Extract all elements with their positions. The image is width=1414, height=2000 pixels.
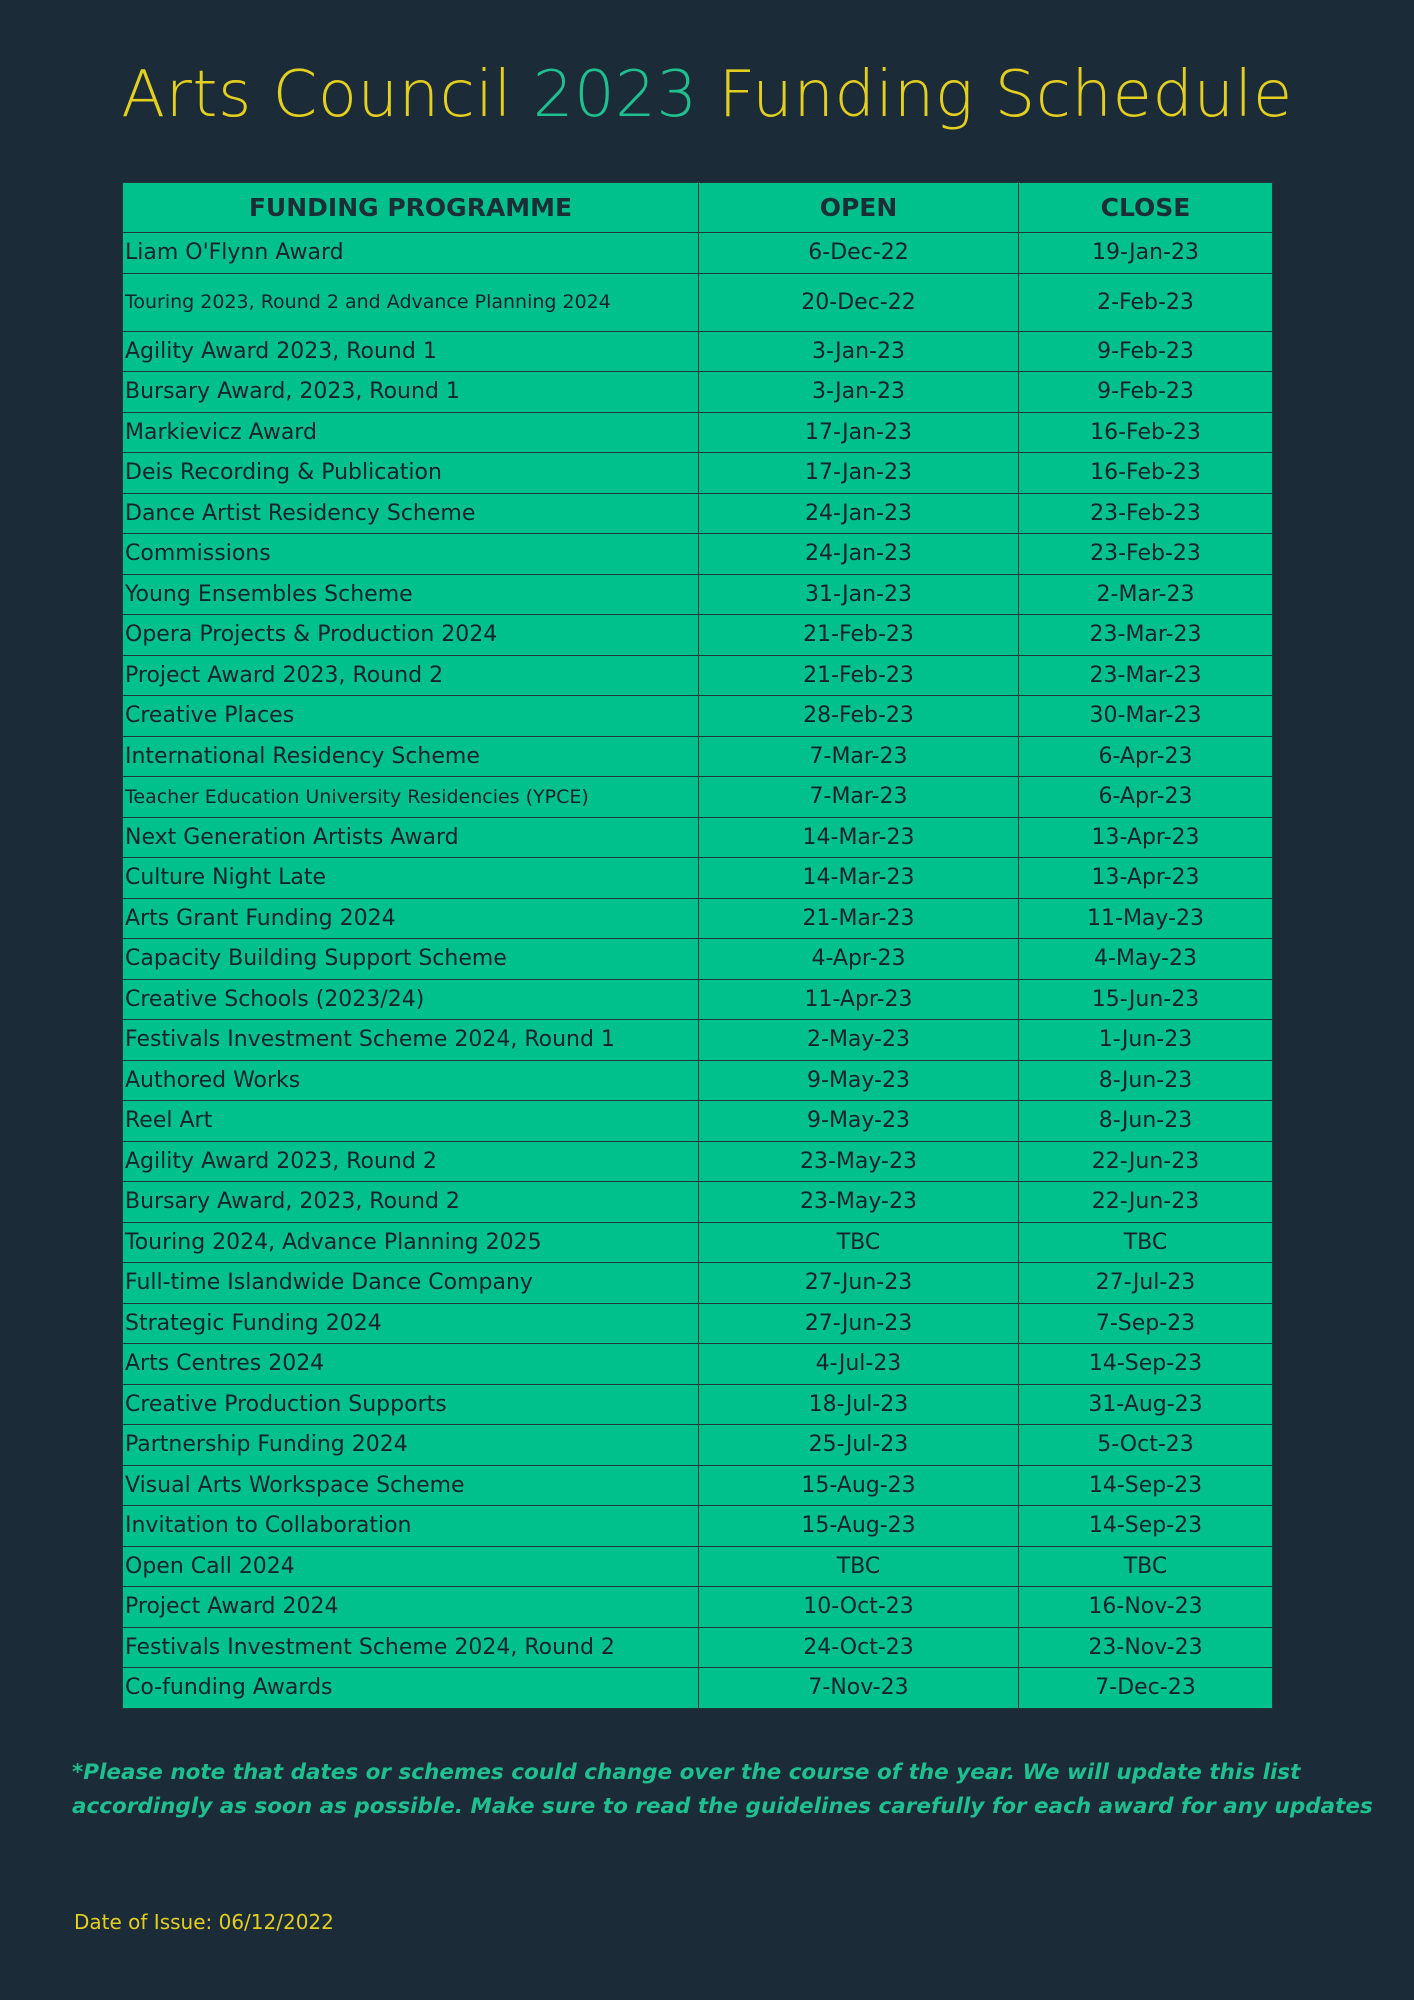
programme-cell: Reel Art (123, 1101, 699, 1142)
close-date-cell: 13-Apr-23 (1019, 817, 1273, 858)
close-date-cell: 2-Mar-23 (1019, 574, 1273, 615)
programme-cell: Festivals Investment Scheme 2024, Round 1 (123, 1020, 699, 1061)
open-date-cell: TBC (699, 1546, 1019, 1587)
table-row (123, 1546, 1273, 1587)
programme-cell: Full-time Islandwide Dance Company (123, 1263, 699, 1304)
table-row (123, 534, 1273, 575)
table-row (123, 736, 1273, 777)
programme-cell: Bursary Award, 2023, Round 1 (123, 372, 699, 413)
open-date-cell: 21-Feb-23 (699, 655, 1019, 696)
close-date-cell: 23-Feb-23 (1019, 534, 1273, 575)
table-row (123, 493, 1273, 534)
close-date-cell: TBC (1019, 1222, 1273, 1263)
programme-cell: Deis Recording & Publication (123, 453, 699, 494)
open-date-cell: 10-Oct-23 (699, 1587, 1019, 1628)
page-title (0, 52, 1414, 138)
table-row (123, 1344, 1273, 1385)
close-date-cell: 5-Oct-23 (1019, 1425, 1273, 1466)
programme-cell: Project Award 2023, Round 2 (123, 655, 699, 696)
close-date-cell: TBC (1019, 1546, 1273, 1587)
open-date-cell: 7-Mar-23 (699, 777, 1019, 818)
close-date-cell: 14-Sep-23 (1019, 1465, 1273, 1506)
close-date-cell: 22-Jun-23 (1019, 1141, 1273, 1182)
open-date-cell: 17-Jan-23 (699, 453, 1019, 494)
programme-cell: Teacher Education University Residencies (YPCE) (123, 777, 699, 818)
table-body (123, 233, 1273, 1709)
table-row (123, 1263, 1273, 1304)
table-row (123, 233, 1273, 274)
open-date-cell: 9-May-23 (699, 1101, 1019, 1142)
close-date-cell: 22-Jun-23 (1019, 1182, 1273, 1223)
close-date-cell: 14-Sep-23 (1019, 1344, 1273, 1385)
close-date-cell: 23-Feb-23 (1019, 493, 1273, 534)
header-close: CLOSE (1019, 183, 1273, 233)
table-row (123, 979, 1273, 1020)
open-date-cell: 14-Mar-23 (699, 858, 1019, 899)
open-date-cell: 9-May-23 (699, 1060, 1019, 1101)
programme-cell: Commissions (123, 534, 699, 575)
table-row (123, 817, 1273, 858)
table-row (123, 1020, 1273, 1061)
close-date-cell: 8-Jun-23 (1019, 1060, 1273, 1101)
close-date-cell: 7-Dec-23 (1019, 1668, 1273, 1709)
programme-cell: Authored Works (123, 1060, 699, 1101)
programme-cell: Next Generation Artists Award (123, 817, 699, 858)
open-date-cell: 27-Jun-23 (699, 1263, 1019, 1304)
close-date-cell: 27-Jul-23 (1019, 1263, 1273, 1304)
table-row (123, 1668, 1273, 1709)
programme-cell: Liam O'Flynn Award (123, 233, 699, 274)
open-date-cell: 15-Aug-23 (699, 1506, 1019, 1547)
open-date-cell: 18-Jul-23 (699, 1384, 1019, 1425)
title-part-1: Arts Council (121, 58, 533, 132)
table-row (123, 1060, 1273, 1101)
open-date-cell: 14-Mar-23 (699, 817, 1019, 858)
programme-cell: Festivals Investment Scheme 2024, Round 2 (123, 1627, 699, 1668)
programme-cell: Open Call 2024 (123, 1546, 699, 1587)
programme-cell: Agility Award 2023, Round 2 (123, 1141, 699, 1182)
close-date-cell: 19-Jan-23 (1019, 233, 1273, 274)
table-row (123, 1506, 1273, 1547)
programme-cell: Opera Projects & Production 2024 (123, 615, 699, 656)
close-date-cell: 16-Feb-23 (1019, 412, 1273, 453)
close-date-cell: 2-Feb-23 (1019, 273, 1273, 331)
close-date-cell: 4-May-23 (1019, 939, 1273, 980)
programme-cell: Co-funding Awards (123, 1668, 699, 1709)
open-date-cell: 7-Mar-23 (699, 736, 1019, 777)
open-date-cell: 3-Jan-23 (699, 331, 1019, 372)
table-row (123, 1465, 1273, 1506)
programme-cell: Markievicz Award (123, 412, 699, 453)
open-date-cell: 15-Aug-23 (699, 1465, 1019, 1506)
programme-cell: Dance Artist Residency Scheme (123, 493, 699, 534)
open-date-cell: 28-Feb-23 (699, 696, 1019, 737)
open-date-cell: 2-May-23 (699, 1020, 1019, 1061)
table-row (123, 615, 1273, 656)
programme-cell: International Residency Scheme (123, 736, 699, 777)
programme-cell: Invitation to Collaboration (123, 1506, 699, 1547)
close-date-cell: 23-Mar-23 (1019, 655, 1273, 696)
programme-cell: Creative Schools (2023/24) (123, 979, 699, 1020)
programme-cell: Capacity Building Support Scheme (123, 939, 699, 980)
close-date-cell: 9-Feb-23 (1019, 331, 1273, 372)
close-date-cell: 16-Nov-23 (1019, 1587, 1273, 1628)
close-date-cell: 1-Jun-23 (1019, 1020, 1273, 1061)
open-date-cell: 31-Jan-23 (699, 574, 1019, 615)
programme-cell: Project Award 2024 (123, 1587, 699, 1628)
table-row (123, 1141, 1273, 1182)
table-row (123, 453, 1273, 494)
table-row (123, 574, 1273, 615)
close-date-cell: 30-Mar-23 (1019, 696, 1273, 737)
open-date-cell: 17-Jan-23 (699, 412, 1019, 453)
disclaimer-line-2: accordingly as soon as possible. Make sure to read the guidelines carefully for each award for any updates (72, 1794, 1373, 1819)
table-row (123, 655, 1273, 696)
open-date-cell: 24-Oct-23 (699, 1627, 1019, 1668)
table-row (123, 1587, 1273, 1628)
programme-cell: Arts Centres 2024 (123, 1344, 699, 1385)
open-date-cell: 4-Jul-23 (699, 1344, 1019, 1385)
table-row (123, 1627, 1273, 1668)
close-date-cell: 14-Sep-23 (1019, 1506, 1273, 1547)
table-row (123, 1384, 1273, 1425)
programme-cell: Bursary Award, 2023, Round 2 (123, 1182, 699, 1223)
open-date-cell: 24-Jan-23 (699, 534, 1019, 575)
programme-cell: Young Ensembles Scheme (123, 574, 699, 615)
table-row (123, 273, 1273, 331)
open-date-cell: 21-Feb-23 (699, 615, 1019, 656)
close-date-cell: 6-Apr-23 (1019, 777, 1273, 818)
open-date-cell: 4-Apr-23 (699, 939, 1019, 980)
open-date-cell: 3-Jan-23 (699, 372, 1019, 413)
table-row (123, 372, 1273, 413)
open-date-cell: TBC (699, 1222, 1019, 1263)
header-funding-programme: FUNDING PROGRAMME (123, 183, 699, 233)
open-date-cell: 24-Jan-23 (699, 493, 1019, 534)
programme-cell: Arts Grant Funding 2024 (123, 898, 699, 939)
open-date-cell: 23-May-23 (699, 1141, 1019, 1182)
table-row (123, 1425, 1273, 1466)
open-date-cell: 11-Apr-23 (699, 979, 1019, 1020)
table-row (123, 412, 1273, 453)
table-row (123, 898, 1273, 939)
close-date-cell: 23-Mar-23 (1019, 615, 1273, 656)
funding-schedule-table (122, 182, 1273, 1709)
table-row (123, 1303, 1273, 1344)
programme-cell: Creative Places (123, 696, 699, 737)
table-header-row (123, 183, 1273, 233)
programme-cell: Touring 2023, Round 2 and Advance Planning 2024 (123, 273, 699, 331)
programme-cell: Visual Arts Workspace Scheme (123, 1465, 699, 1506)
close-date-cell: 23-Nov-23 (1019, 1627, 1273, 1668)
programme-cell: Touring 2024, Advance Planning 2025 (123, 1222, 699, 1263)
date-of-issue: Date of Issue: 06/12/2022 (74, 1910, 334, 1934)
close-date-cell: 11-May-23 (1019, 898, 1273, 939)
table-row (123, 939, 1273, 980)
close-date-cell: 16-Feb-23 (1019, 453, 1273, 494)
close-date-cell: 6-Apr-23 (1019, 736, 1273, 777)
table-row (123, 696, 1273, 737)
table-row (123, 777, 1273, 818)
header-open: OPEN (699, 183, 1019, 233)
table-row (123, 1222, 1273, 1263)
table-row (123, 858, 1273, 899)
title-year: 2023 (532, 58, 698, 132)
close-date-cell: 15-Jun-23 (1019, 979, 1273, 1020)
open-date-cell: 20-Dec-22 (699, 273, 1019, 331)
close-date-cell: 7-Sep-23 (1019, 1303, 1273, 1344)
close-date-cell: 8-Jun-23 (1019, 1101, 1273, 1142)
open-date-cell: 25-Jul-23 (699, 1425, 1019, 1466)
open-date-cell: 27-Jun-23 (699, 1303, 1019, 1344)
programme-cell: Strategic Funding 2024 (123, 1303, 699, 1344)
close-date-cell: 13-Apr-23 (1019, 858, 1273, 899)
close-date-cell: 31-Aug-23 (1019, 1384, 1273, 1425)
programme-cell: Creative Production Supports (123, 1384, 699, 1425)
disclaimer-note (72, 1756, 1392, 1824)
open-date-cell: 7-Nov-23 (699, 1668, 1019, 1709)
open-date-cell: 23-May-23 (699, 1182, 1019, 1223)
table-row (123, 331, 1273, 372)
programme-cell: Agility Award 2023, Round 1 (123, 331, 699, 372)
title-part-2: Funding Schedule (697, 58, 1293, 132)
table-row (123, 1182, 1273, 1223)
programme-cell: Partnership Funding 2024 (123, 1425, 699, 1466)
open-date-cell: 6-Dec-22 (699, 233, 1019, 274)
table-row (123, 1101, 1273, 1142)
close-date-cell: 9-Feb-23 (1019, 372, 1273, 413)
open-date-cell: 21-Mar-23 (699, 898, 1019, 939)
programme-cell: Culture Night Late (123, 858, 699, 899)
disclaimer-line-1: *Please note that dates or schemes could change over the course of the year. We will update this list (72, 1760, 1301, 1785)
